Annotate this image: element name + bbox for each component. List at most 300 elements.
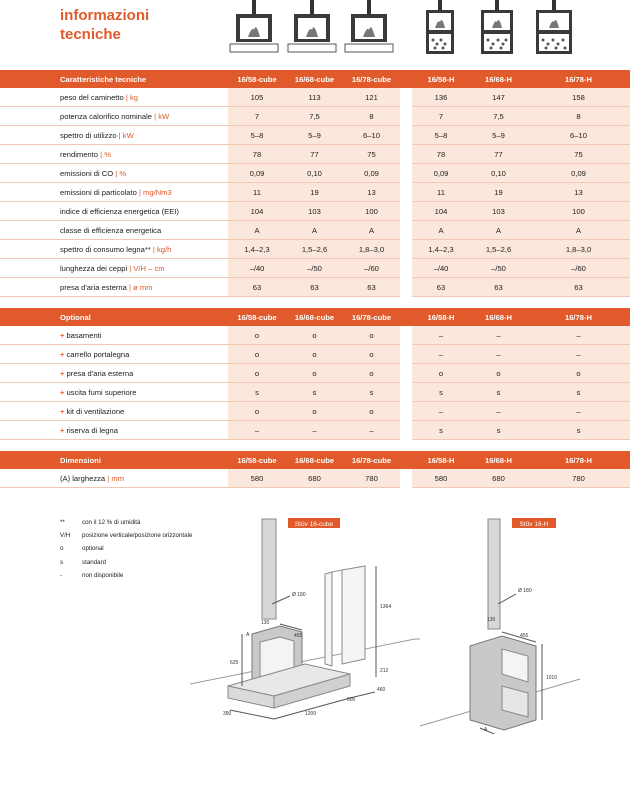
value-cell bbox=[527, 364, 630, 383]
value: A bbox=[438, 225, 444, 235]
value-cell bbox=[228, 88, 286, 107]
section-title bbox=[0, 70, 228, 88]
value: – bbox=[369, 425, 374, 435]
value-cell bbox=[343, 364, 400, 383]
fireplace-cube-icon bbox=[228, 0, 280, 56]
value: – bbox=[496, 349, 501, 359]
value: 78 bbox=[436, 149, 446, 159]
value-cell bbox=[527, 164, 630, 183]
value: o bbox=[254, 349, 260, 359]
value: A bbox=[311, 225, 318, 235]
value: 6–10 bbox=[570, 130, 587, 140]
row-label bbox=[0, 164, 228, 183]
value: 104 bbox=[250, 206, 264, 216]
value-cell bbox=[527, 259, 630, 278]
value-cell bbox=[412, 469, 470, 488]
legend-item bbox=[60, 529, 192, 542]
value-cell bbox=[412, 240, 470, 259]
value-cell bbox=[228, 326, 286, 345]
model-header bbox=[527, 70, 630, 88]
value: – bbox=[576, 349, 581, 359]
model-name: 16/58-H bbox=[427, 74, 455, 84]
row-label bbox=[0, 259, 228, 278]
value-cell bbox=[412, 402, 470, 421]
value: – bbox=[576, 406, 581, 416]
value: o bbox=[254, 368, 260, 378]
value: o bbox=[496, 368, 501, 378]
row-label-text: carrello portalegna bbox=[66, 349, 130, 359]
value: 136 bbox=[434, 92, 448, 102]
model-header bbox=[343, 451, 400, 469]
cube-dim-390: 390 bbox=[223, 711, 232, 717]
row-label-text: emissioni di particolato bbox=[60, 187, 137, 197]
value-cell bbox=[470, 402, 527, 421]
value: o bbox=[369, 368, 374, 378]
model-header bbox=[470, 308, 527, 326]
value: s bbox=[439, 425, 443, 435]
value-cell bbox=[412, 383, 470, 402]
unit-separator: | bbox=[116, 130, 123, 140]
table-row bbox=[0, 402, 630, 421]
value: o bbox=[369, 330, 374, 340]
column-gap bbox=[400, 383, 412, 402]
value-cell bbox=[412, 364, 470, 383]
value: 780 bbox=[365, 473, 378, 483]
cube-dim-130: 130 bbox=[261, 620, 270, 626]
value: 13 bbox=[367, 187, 376, 197]
value: 78 bbox=[252, 149, 262, 159]
value-cell bbox=[343, 345, 400, 364]
value-cell bbox=[286, 164, 343, 183]
value-cell bbox=[343, 421, 400, 440]
column-gap bbox=[400, 308, 412, 326]
value-cell bbox=[527, 402, 630, 421]
cube-dim-600: 600 bbox=[347, 697, 356, 703]
value-cell bbox=[228, 364, 286, 383]
cube-drawing bbox=[190, 519, 420, 719]
legend-item bbox=[60, 569, 192, 582]
value-cell bbox=[412, 107, 470, 126]
value-cell bbox=[228, 145, 286, 164]
value: s bbox=[312, 387, 317, 397]
value-cell bbox=[470, 240, 527, 259]
row-label bbox=[0, 402, 228, 421]
value: 1,4–2,3 bbox=[428, 244, 454, 254]
value: 1,8–3,0 bbox=[565, 244, 592, 254]
value: 147 bbox=[492, 92, 505, 102]
row-label-text: peso del caminetto bbox=[60, 92, 124, 102]
h-dim-a: A bbox=[484, 727, 488, 733]
value: 5–9 bbox=[308, 130, 321, 140]
value-cell bbox=[527, 221, 630, 240]
value-cell bbox=[286, 221, 343, 240]
value: – bbox=[438, 406, 444, 416]
section-title-text: Caratteristiche tecniche bbox=[60, 74, 147, 84]
column-gap bbox=[400, 202, 412, 221]
value: 0,09 bbox=[571, 168, 586, 178]
value-cell bbox=[286, 183, 343, 202]
model-header bbox=[527, 451, 630, 469]
cube-dim-460: 460 bbox=[377, 687, 386, 693]
value-cell bbox=[286, 345, 343, 364]
table-row bbox=[0, 126, 630, 145]
value: 5–8 bbox=[434, 130, 448, 140]
value: s bbox=[576, 387, 581, 397]
cube-dim-1200: 1200 bbox=[305, 711, 317, 717]
table-row bbox=[0, 259, 630, 278]
value-cell bbox=[228, 202, 286, 221]
table-row bbox=[0, 326, 630, 345]
value-cell bbox=[343, 326, 400, 345]
value-cell bbox=[412, 345, 470, 364]
value-cell bbox=[286, 145, 343, 164]
row-unit: mm bbox=[111, 473, 125, 483]
value: 77 bbox=[310, 149, 319, 159]
value: o bbox=[312, 330, 317, 340]
model-name: 16/78-H bbox=[564, 455, 593, 465]
value: 1,8–3,0 bbox=[358, 244, 385, 254]
value-cell bbox=[343, 221, 400, 240]
value: –/60 bbox=[364, 263, 379, 273]
row-label bbox=[0, 421, 228, 440]
value: 63 bbox=[494, 282, 503, 292]
value: 63 bbox=[436, 282, 446, 292]
model-header bbox=[228, 451, 286, 469]
h-dim-455: 455 bbox=[520, 633, 529, 639]
value-cell bbox=[228, 221, 286, 240]
value: 63 bbox=[252, 282, 262, 292]
unit-separator: | bbox=[136, 187, 144, 197]
value-cell bbox=[527, 126, 630, 145]
value-cell bbox=[286, 364, 343, 383]
unit-separator: | bbox=[123, 92, 130, 102]
optional-table bbox=[0, 308, 630, 440]
model-header bbox=[228, 308, 286, 326]
value-cell bbox=[527, 183, 630, 202]
value: o bbox=[369, 406, 374, 416]
legend bbox=[60, 516, 192, 582]
row-unit: % bbox=[119, 168, 127, 178]
value-cell bbox=[470, 421, 527, 440]
value-cell bbox=[228, 278, 286, 297]
section-header bbox=[0, 308, 630, 326]
legend-key: ** bbox=[60, 519, 65, 526]
model-name: 16/68-H bbox=[484, 74, 513, 84]
value: A bbox=[575, 225, 582, 235]
value-cell bbox=[228, 383, 286, 402]
value: 100 bbox=[572, 206, 585, 216]
value: 1,4–2,3 bbox=[244, 244, 270, 254]
value: –/50 bbox=[307, 263, 322, 273]
value-cell bbox=[228, 107, 286, 126]
plus-icon: + bbox=[60, 425, 65, 435]
row-label-text: presa d'aria esterna bbox=[66, 368, 134, 378]
value-cell bbox=[286, 259, 343, 278]
h-tag: Stûv 16-H bbox=[519, 521, 549, 528]
value-cell bbox=[470, 107, 527, 126]
model-header bbox=[527, 308, 630, 326]
column-gap bbox=[400, 183, 412, 202]
value: 580 bbox=[434, 473, 448, 483]
value: 75 bbox=[367, 149, 376, 159]
value-cell bbox=[343, 402, 400, 421]
model-name: 16/58-H bbox=[427, 455, 455, 465]
value: 680 bbox=[492, 473, 505, 483]
model-header bbox=[286, 451, 343, 469]
value: – bbox=[576, 330, 581, 340]
value-cell bbox=[412, 221, 470, 240]
cube-dim-1364: 1364 bbox=[380, 604, 392, 610]
cube-dim-a: A bbox=[246, 632, 250, 638]
value: 75 bbox=[574, 149, 583, 159]
value-cell bbox=[228, 469, 286, 488]
value: 1,5–2,6 bbox=[301, 244, 328, 254]
column-gap bbox=[400, 240, 412, 259]
value-cell bbox=[527, 469, 630, 488]
value-cell bbox=[470, 259, 527, 278]
row-label-text: emissioni di CO bbox=[60, 168, 114, 178]
column-gap bbox=[400, 107, 412, 126]
value-cell bbox=[527, 145, 630, 164]
value-cell bbox=[527, 421, 630, 440]
model-header bbox=[286, 70, 343, 88]
row-label-text: spettro di consumo legna** bbox=[60, 244, 151, 254]
value-cell bbox=[527, 383, 630, 402]
cube-dim-180: Ø 180 bbox=[292, 592, 306, 598]
value: 0,10 bbox=[307, 168, 322, 178]
title-line-1: informazioni bbox=[60, 7, 150, 24]
row-label bbox=[0, 88, 228, 107]
model-header bbox=[343, 70, 400, 88]
row-label-text: classe di efficienza energetica bbox=[60, 225, 162, 235]
value: 5–8 bbox=[250, 130, 264, 140]
legend-key: - bbox=[60, 571, 63, 579]
table-row bbox=[0, 202, 630, 221]
model-name: 16/58-cube bbox=[237, 74, 277, 84]
value: 13 bbox=[574, 187, 583, 197]
value: – bbox=[496, 406, 501, 416]
value: 63 bbox=[310, 282, 319, 292]
value: – bbox=[438, 330, 444, 340]
model-name: 16/78-cube bbox=[351, 455, 392, 465]
value: o bbox=[438, 368, 444, 378]
row-unit: mg/Nm3 bbox=[143, 187, 172, 197]
value: – bbox=[496, 330, 501, 340]
value-cell bbox=[343, 383, 400, 402]
value: o bbox=[312, 349, 317, 359]
model-name: 16/68-H bbox=[484, 312, 513, 322]
model-name: 16/68-cube bbox=[294, 312, 335, 322]
value-cell bbox=[286, 421, 343, 440]
value-cell bbox=[343, 469, 400, 488]
value: 19 bbox=[310, 187, 319, 197]
value-cell bbox=[286, 202, 343, 221]
table-row bbox=[0, 107, 630, 126]
unit-separator: | bbox=[98, 149, 105, 159]
value-cell bbox=[228, 183, 286, 202]
value-cell bbox=[470, 383, 527, 402]
value: 105 bbox=[250, 92, 264, 102]
value-cell bbox=[470, 202, 527, 221]
value-cell bbox=[470, 164, 527, 183]
model-header bbox=[412, 70, 470, 88]
value: 780 bbox=[572, 473, 585, 483]
value: 680 bbox=[308, 473, 321, 483]
table-row bbox=[0, 240, 630, 259]
value-cell bbox=[343, 164, 400, 183]
value-cell bbox=[228, 164, 286, 183]
value: 63 bbox=[367, 282, 376, 292]
value-cell bbox=[343, 259, 400, 278]
plus-icon: + bbox=[60, 406, 65, 416]
value: o bbox=[576, 368, 581, 378]
value: s bbox=[369, 387, 374, 397]
table-row bbox=[0, 164, 630, 183]
value: A bbox=[254, 225, 260, 235]
value-cell bbox=[470, 88, 527, 107]
value: 103 bbox=[308, 206, 321, 216]
value-cell bbox=[343, 183, 400, 202]
column-gap bbox=[400, 451, 412, 469]
section-header bbox=[0, 70, 630, 88]
row-label bbox=[0, 345, 228, 364]
value-cell bbox=[470, 469, 527, 488]
value: – bbox=[254, 425, 260, 435]
value: 113 bbox=[308, 92, 321, 102]
row-label-text: potenza calorifico nominale bbox=[60, 111, 153, 121]
value: 11 bbox=[437, 187, 445, 197]
value: 0,09 bbox=[433, 168, 449, 178]
table-row bbox=[0, 145, 630, 164]
value-cell bbox=[470, 326, 527, 345]
value-cell bbox=[412, 183, 470, 202]
value-cell bbox=[228, 421, 286, 440]
value: – bbox=[438, 349, 444, 359]
unit-separator: | bbox=[126, 282, 134, 292]
value: 5–9 bbox=[492, 130, 505, 140]
value-cell bbox=[470, 364, 527, 383]
value: 8 bbox=[576, 111, 581, 121]
row-unit: ø mm bbox=[133, 282, 153, 292]
value: 8 bbox=[369, 111, 374, 121]
row-unit: kg/h bbox=[156, 244, 172, 254]
row-label-text: uscita fumi superiore bbox=[66, 387, 137, 397]
row-label bbox=[0, 364, 228, 383]
model-name: 16/58-cube bbox=[237, 312, 277, 322]
value-cell bbox=[412, 259, 470, 278]
value: o bbox=[312, 368, 317, 378]
value-cell bbox=[343, 145, 400, 164]
row-label-text: indice di efficienza energetica (EEI) bbox=[60, 206, 179, 216]
value: –/50 bbox=[491, 263, 506, 273]
column-gap bbox=[400, 421, 412, 440]
row-label bbox=[0, 145, 228, 164]
value: 7 bbox=[438, 111, 444, 121]
model-header bbox=[470, 451, 527, 469]
cube-dim-625: 625 bbox=[230, 660, 239, 666]
value-cell bbox=[343, 202, 400, 221]
value: s bbox=[496, 425, 501, 435]
unit-separator: | bbox=[105, 473, 112, 483]
value-cell bbox=[286, 402, 343, 421]
value: o bbox=[312, 406, 317, 416]
model-name: 16/68-cube bbox=[294, 455, 335, 465]
unit-separator: | bbox=[150, 244, 157, 254]
fireplace-h-icon bbox=[414, 0, 466, 56]
value: s bbox=[496, 387, 501, 397]
model-name: 16/68-cube bbox=[294, 74, 335, 84]
value: 11 bbox=[253, 187, 261, 197]
model-header bbox=[470, 70, 527, 88]
value: s bbox=[255, 387, 259, 397]
h-dim-130: 130 bbox=[487, 617, 496, 623]
value: 0,09 bbox=[364, 168, 379, 178]
value: o bbox=[254, 330, 260, 340]
row-label bbox=[0, 183, 228, 202]
legend-item bbox=[60, 556, 192, 569]
value: 104 bbox=[434, 206, 448, 216]
column-gap bbox=[400, 326, 412, 345]
value-cell bbox=[470, 145, 527, 164]
table-row bbox=[0, 469, 630, 488]
legend-key: s bbox=[60, 558, 64, 566]
value-cell bbox=[412, 88, 470, 107]
value: 7,5 bbox=[309, 111, 320, 121]
legend-item bbox=[60, 542, 192, 555]
row-label-text: (A) larghezza bbox=[60, 473, 106, 483]
legend-text: con il 12 % di umidità bbox=[82, 519, 141, 526]
table-row bbox=[0, 421, 630, 440]
fireplace-cube-icon bbox=[343, 0, 395, 56]
column-gap bbox=[400, 364, 412, 383]
row-unit: % bbox=[104, 149, 111, 159]
table-row bbox=[0, 221, 630, 240]
value-cell bbox=[412, 202, 470, 221]
row-unit: V/H – cm bbox=[133, 263, 165, 273]
value-cell bbox=[470, 345, 527, 364]
row-label bbox=[0, 278, 228, 297]
value-cell bbox=[412, 164, 470, 183]
model-name: 16/78-H bbox=[564, 312, 593, 322]
model-name: 16/78-cube bbox=[351, 74, 392, 84]
legend-key: o bbox=[60, 545, 64, 553]
model-header bbox=[412, 308, 470, 326]
model-name: 16/78-H bbox=[564, 74, 593, 84]
page-title bbox=[60, 6, 149, 44]
value-cell bbox=[343, 278, 400, 297]
legend-text: optional bbox=[82, 545, 104, 553]
value-cell bbox=[228, 345, 286, 364]
legend-text: posizione verticale/posizione orizzontale bbox=[82, 532, 193, 540]
value-cell bbox=[228, 259, 286, 278]
column-gap bbox=[400, 221, 412, 240]
value-cell bbox=[286, 326, 343, 345]
row-label bbox=[0, 469, 228, 488]
plus-icon: + bbox=[60, 349, 65, 359]
section-title-text: Dimensioni bbox=[60, 455, 101, 465]
value-cell bbox=[527, 326, 630, 345]
title-line-2: tecniche bbox=[60, 26, 121, 43]
section-title bbox=[0, 308, 228, 326]
value: A bbox=[368, 225, 375, 235]
value: o bbox=[369, 349, 374, 359]
value: A bbox=[495, 225, 502, 235]
value-cell bbox=[527, 88, 630, 107]
dimensions-table bbox=[0, 451, 630, 488]
row-label bbox=[0, 126, 228, 145]
row-label bbox=[0, 383, 228, 402]
cube-tag: Stûv 16-cube bbox=[294, 521, 334, 528]
